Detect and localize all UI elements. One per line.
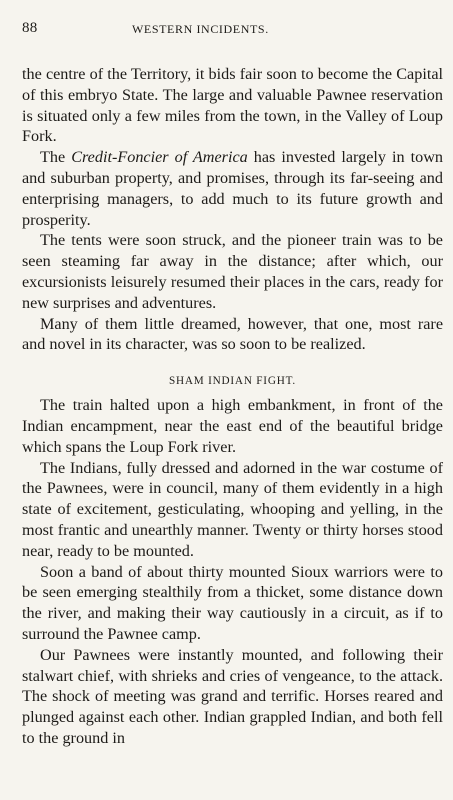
page-header <box>22 20 365 42</box>
running-head: WESTERN INCIDENTS. <box>132 22 269 36</box>
page-body <box>22 64 443 749</box>
paragraph-5 <box>22 395 443 457</box>
paragraph-6-text: The Indians, fully dressed and adorned in the war costume of the Pawnees, were in council, many of them evidently in a high state of excitement, gesticulating, whooping and yelling, in the most frantic and unearthly manner. Twenty or thirty horses stood near, ready to be mounted. <box>22 458 443 560</box>
paragraph-7 <box>22 562 443 645</box>
paragraph-2 <box>22 147 443 230</box>
paragraph-1-text: the centre of the Territory, it bids fair soon to become the Capital of this embryo State. The large and valuable Pawnee reservation is situated only a few miles from the town, in the Valley of Loup Fork. <box>22 65 443 146</box>
paragraph-5-text: The train halted upon a high embankment, in front of the Indian encampment, near the east end of the beautiful bridge which spans the Loup Fork river. <box>22 396 443 456</box>
paragraph-6 <box>22 458 443 562</box>
paragraph-7-text: Soon a band of about thirty mounted Sioux warriors were to be seen emerging stealthily from a thicket, some distance down the river, and making their way cautiously in a circuit, as if to surround the Pawnee camp. <box>22 562 443 643</box>
page-number: 88 <box>22 20 38 36</box>
section-heading: SHAM INDIAN FIGHT. <box>169 375 296 388</box>
paragraph-2-suffix: has invested largely in town and suburban property, and promises, through its far-seeing and enterprising managers, to add much to its future growth and prosperity. <box>22 148 443 229</box>
paragraph-8-text: Our Pawnees were instantly mounted, and following their stalwart chief, with shrieks and cries of vengeance, to the attack. The shock of meeting was grand and terrific. Horses reared and plunged against each other. Indian grappled Indian, and both fell to the ground in <box>22 645 443 747</box>
paragraph-2-prefix: The <box>40 148 72 167</box>
paragraph-3 <box>22 230 443 313</box>
paragraph-4 <box>22 314 443 356</box>
paragraph-8 <box>22 645 443 749</box>
paragraph-1 <box>22 64 443 147</box>
company-name: Credit-Foncier of America <box>71 148 248 167</box>
paragraph-3-text: The tents were soon struck, and the pioneer train was to be seen steaming far away in the distance; after which, our excursionists leisurely resumed their places in the cars, ready for new surprises and adventures. <box>22 231 443 312</box>
paragraph-4-text: Many of them little dreamed, however, that one, most rare and novel in its character, was so soon to be realized. <box>22 314 443 354</box>
